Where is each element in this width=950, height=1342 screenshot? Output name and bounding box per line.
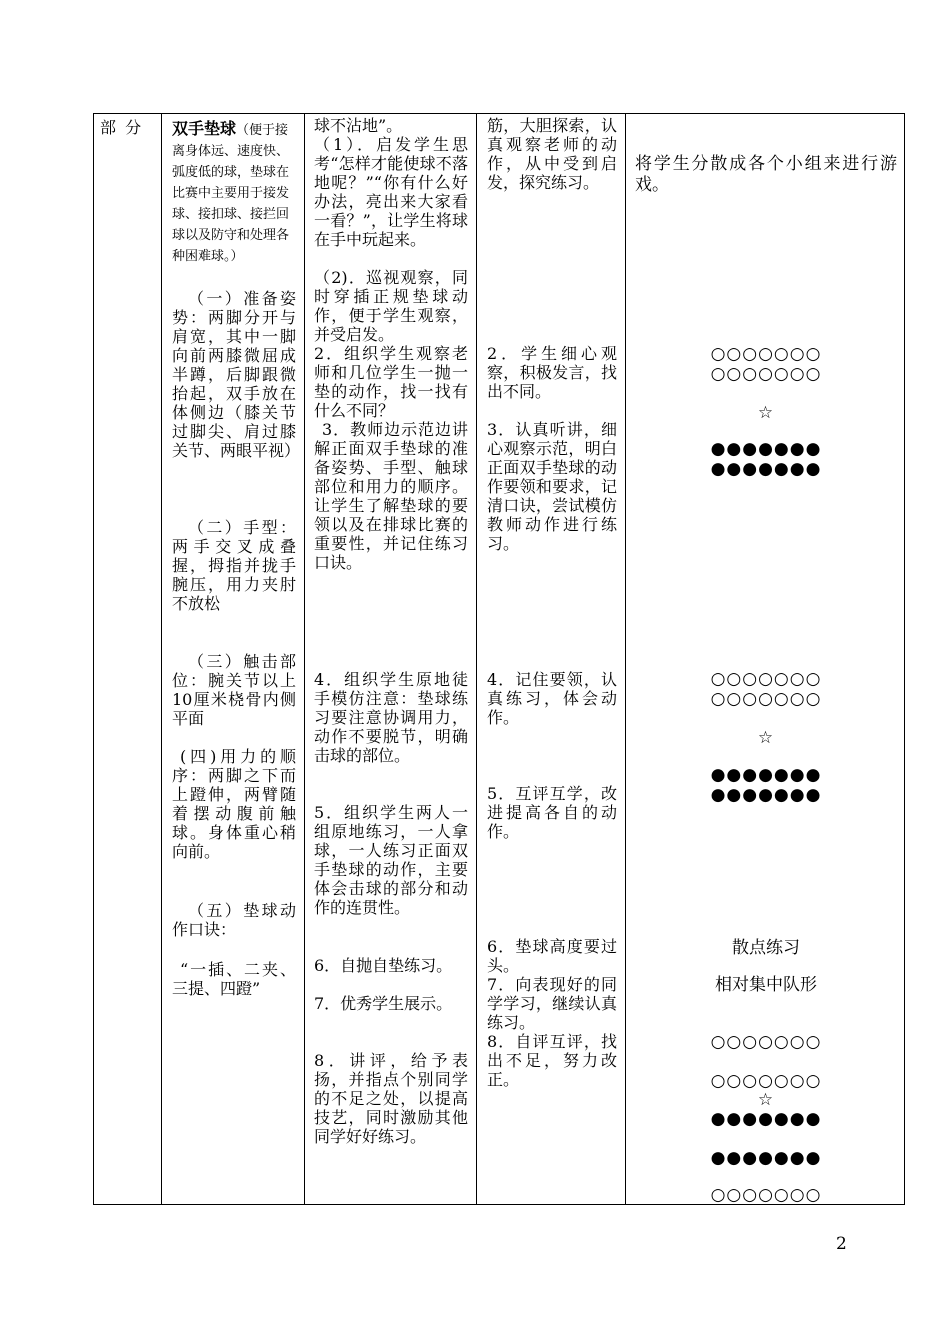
- teacher-text: 2．组织学生观察老师和几位学生一抛一垫的动作，找一找有什么不同？: [314, 344, 468, 420]
- rhyme-text: “一插、二夹、三提、四蹬”: [172, 960, 296, 998]
- force-order-text: (四)用力的顺序：两脚之下而上蹬伸，两臂随着摆动腹前触球。身体重心稍向前。: [172, 747, 296, 861]
- column-divider: [304, 114, 305, 1204]
- skill-title: 双手垫球: [172, 119, 237, 138]
- lesson-plan-table: [93, 113, 905, 1205]
- column-divider: [161, 114, 162, 1204]
- teacher-star-icon: ☆: [757, 403, 775, 423]
- section-column: [94, 114, 161, 141]
- student-row-filled: ●●●●●●●: [710, 785, 822, 805]
- teacher-text: 8．讲评，给予表扬，并指点个别同学的不足之处，以提高技艺，同时激励其他同学好好练习。: [314, 1051, 468, 1146]
- teacher-text: 3．教师边示范边讲解正面双手垫球的准备姿势、手型、触球部位和用力的顺序。让学生了解垫球的要领以及在排球比赛的重要性，并记住练习口诀。: [314, 420, 468, 572]
- scatter-label: 散点练习: [732, 938, 800, 958]
- student-row-filled: ●●●●●●●: [710, 459, 822, 479]
- rhyme-title: （五）垫球动作口诀：: [172, 901, 296, 939]
- content-column: [162, 114, 304, 998]
- student-row-filled: ●●●●●●●: [710, 1148, 822, 1168]
- student-row-filled: ●●●●●●●: [710, 439, 822, 459]
- teacher-text: 7．优秀学生展示。: [314, 994, 453, 1013]
- teacher-column: [305, 114, 476, 1146]
- teacher-text: 4．组织学生原地徒手模仿注意：垫球练习要注意协调用力，动作不要脱节，明确击球的部位。: [314, 670, 468, 765]
- student-text: 筋，大胆探索，认真观察老师的动作，从中受到启发，探究练习。: [487, 116, 617, 192]
- teacher-star-icon: ☆: [757, 728, 775, 748]
- column-divider: [476, 114, 477, 1204]
- student-row-open: ○○○○○○○: [710, 1071, 822, 1091]
- concentrated-label: 相对集中队形: [715, 975, 817, 995]
- teacher-text: （2)．巡视观察，同时穿插正规垫球动作，便于学生观察，并受启发。: [314, 268, 468, 344]
- teacher-star-icon: ☆: [757, 1090, 775, 1110]
- teacher-text: （1）．启发学生思考“怎样才能使球不落地呢？”“你有什么好办法，亮出来大家看一看？”，让学生将球在手中玩起来。: [314, 135, 468, 249]
- student-text: 5．互评互学，改进提高各自的动作。: [487, 784, 617, 841]
- student-text: 3．认真听讲，细心观察示范，明白正面双手垫球的动作要领和要求，记清口诀，尝试模仿教师动作进行练习。: [487, 420, 617, 553]
- student-text: 7．向表现好的同学学习，继续认真练习。: [487, 975, 617, 1032]
- organization-intro: 将学生分散成各个小组来进行游戏。: [635, 154, 897, 195]
- stance-text: （一）准备姿势：两脚分开与肩宽，其中一脚向前两膝微屈成半蹲，后脚跟微抬起，双手放在体侧边（膝关节过脚尖、肩过膝关节、两眼平视）: [172, 289, 301, 460]
- student-row-open: ○○○○○○○: [710, 1185, 822, 1205]
- teacher-text: 6．自抛自垫练习。: [314, 956, 453, 975]
- contact-point-text: （三）触击部位：腕关节以上10厘米桡骨内侧平面: [172, 652, 296, 728]
- student-row-filled: ●●●●●●●: [710, 765, 822, 785]
- page-number: 2: [836, 1234, 847, 1254]
- teacher-text: 球不沾地”。: [314, 116, 403, 135]
- student-text: 6．垫球高度要过头。: [487, 937, 617, 975]
- student-row-open: ○○○○○○○: [710, 364, 822, 384]
- student-row-open: ○○○○○○○: [710, 689, 822, 709]
- hand-shape-text: （二）手型：两手交叉成叠握，拇指并拢手腕压，用力夹肘不放松: [172, 518, 296, 613]
- student-row-open: ○○○○○○○: [710, 1032, 822, 1052]
- student-text: 4．记住要领，认真练习，体会动作。: [487, 670, 617, 727]
- student-row-open: ○○○○○○○: [710, 344, 822, 364]
- student-row-open: ○○○○○○○: [710, 669, 822, 689]
- student-text: 8．自评互评，找出不足，努力改正。: [487, 1032, 617, 1089]
- student-column: [477, 114, 625, 1089]
- student-row-filled: ●●●●●●●: [710, 1109, 822, 1129]
- skill-note: （便于接离身体远、速度快、弧度低的球，垫球在比赛中主要用于接发球、接扣球、接拦回球以及防守和处理各种困难球。）: [172, 123, 290, 264]
- student-text: 2．学生细心观察，积极发言，找出不同。: [487, 344, 617, 401]
- section-label: 部 分: [100, 118, 144, 137]
- teacher-text: 5．组织学生两人一组原地练习，一人拿球，一人练习正面双手垫球的动作，主要体会击球的部分和动作的连贯性。: [314, 803, 468, 917]
